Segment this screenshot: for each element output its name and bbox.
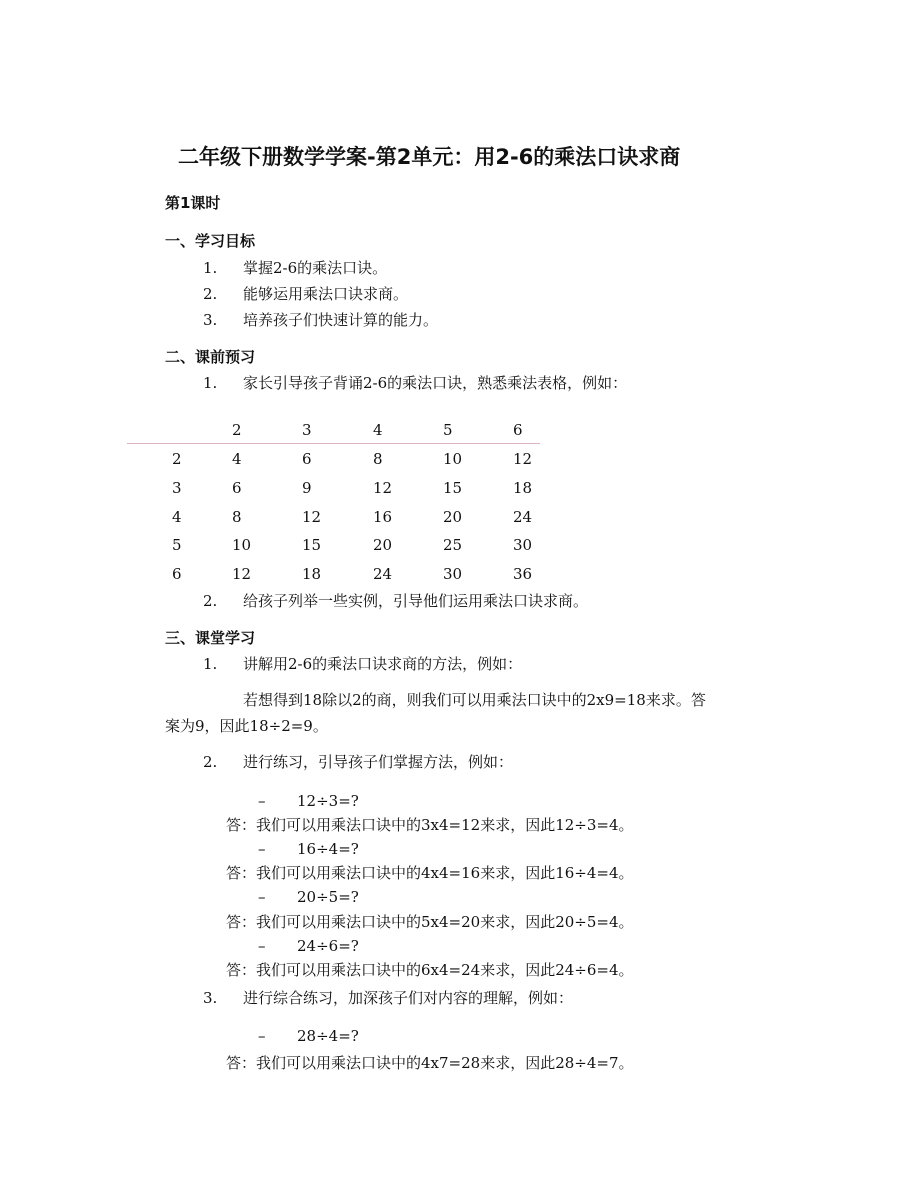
dash-bullet: –: [258, 937, 266, 955]
table-header-cell: 3: [302, 421, 312, 439]
table-header-cell: 5: [443, 421, 453, 439]
table-cell: 15: [443, 479, 463, 497]
list-number: 1.: [203, 374, 218, 392]
list-number: 1.: [203, 655, 218, 673]
lesson-label: 第1课时: [165, 194, 221, 212]
table-cell: 36: [513, 565, 533, 583]
list-item: 给孩子列举一些实例，引导他们运用乘法口诀求商。: [243, 592, 589, 610]
section-heading: 二、课前预习: [165, 348, 256, 366]
table-cell: 10: [443, 450, 463, 468]
table-cell: 6: [302, 450, 312, 468]
section-heading: 三、课堂学习: [165, 629, 256, 647]
table-cell: 24: [373, 565, 393, 583]
list-item: 掌握2-6的乘法口诀。: [243, 259, 388, 277]
list-item: 家长引导孩子背诵2-6的乘法口诀，熟悉乘法表格，例如：: [243, 374, 628, 392]
table-header-cell: 2: [232, 421, 242, 439]
table-row-label: 6: [172, 565, 182, 583]
table-cell: 18: [513, 479, 533, 497]
table-row-label: 2: [172, 450, 182, 468]
list-number: 2.: [203, 753, 218, 771]
table-cell: 15: [302, 536, 322, 554]
practice-answer: 答：我们可以用乘法口诀中的5x4=20来求，因此20÷5=4。: [226, 913, 634, 931]
table-header-cell: 4: [373, 421, 383, 439]
practice-question: 16÷4=?: [297, 840, 359, 858]
table-cell: 9: [302, 479, 312, 497]
list-number: 3.: [203, 311, 218, 329]
table-header-divider: [127, 443, 540, 444]
table-cell: 12: [373, 479, 393, 497]
practice-question: 12÷3=?: [297, 792, 359, 810]
list-item: 讲解用2-6的乘法口诀求商的方法，例如：: [243, 655, 523, 673]
list-item: 培养孩子们快速计算的能力。: [243, 311, 439, 329]
table-row-label: 4: [172, 508, 182, 526]
example-paragraph-line: 案为9，因此18÷2=9。: [165, 717, 328, 735]
table-cell: 8: [232, 508, 242, 526]
table-cell: 30: [443, 565, 463, 583]
list-number: 3.: [203, 989, 218, 1007]
table-row-label: 3: [172, 479, 182, 497]
table-cell: 10: [232, 536, 252, 554]
list-item: 能够运用乘法口诀求商。: [243, 285, 409, 303]
dash-bullet: –: [258, 792, 266, 810]
dash-bullet: –: [258, 888, 266, 906]
table-cell: 24: [513, 508, 533, 526]
table-cell: 12: [302, 508, 322, 526]
table-cell: 4: [232, 450, 242, 468]
section-heading: 一、学习目标: [165, 232, 256, 250]
list-item: 进行综合练习，加深孩子们对内容的理解，例如：: [243, 989, 574, 1007]
list-item: 进行练习，引导孩子们掌握方法，例如：: [243, 753, 514, 771]
practice-question: 20÷5=?: [297, 888, 359, 906]
table-cell: 12: [513, 450, 533, 468]
practice-answer: 答：我们可以用乘法口诀中的4x7=28来求，因此28÷4=7。: [226, 1054, 634, 1072]
practice-answer: 答：我们可以用乘法口诀中的6x4=24来求，因此24÷6=4。: [226, 961, 634, 979]
example-paragraph-line: 若想得到18除以2的商，则我们可以用乘法口诀中的2x9=18来求。答: [243, 691, 706, 709]
table-cell: 12: [232, 565, 252, 583]
dash-bullet: –: [258, 1027, 266, 1045]
page-title: 二年级下册数学学案-第2单元：用2-6的乘法口诀求商: [178, 145, 681, 169]
list-number: 2.: [203, 592, 218, 610]
table-cell: 30: [513, 536, 533, 554]
table-cell: 8: [373, 450, 383, 468]
list-number: 1.: [203, 259, 218, 277]
dash-bullet: –: [258, 840, 266, 858]
list-number: 2.: [203, 285, 218, 303]
table-cell: 20: [443, 508, 463, 526]
practice-answer: 答：我们可以用乘法口诀中的4x4=16来求，因此16÷4=4。: [226, 864, 634, 882]
practice-question: 28÷4=?: [297, 1027, 359, 1045]
table-cell: 16: [373, 508, 393, 526]
table-cell: 6: [232, 479, 242, 497]
practice-answer: 答：我们可以用乘法口诀中的3x4=12来求，因此12÷3=4。: [226, 816, 634, 834]
table-header-cell: 6: [513, 421, 523, 439]
table-row-label: 5: [172, 536, 182, 554]
table-cell: 20: [373, 536, 393, 554]
table-cell: 18: [302, 565, 322, 583]
practice-question: 24÷6=?: [297, 937, 359, 955]
table-cell: 25: [443, 536, 463, 554]
